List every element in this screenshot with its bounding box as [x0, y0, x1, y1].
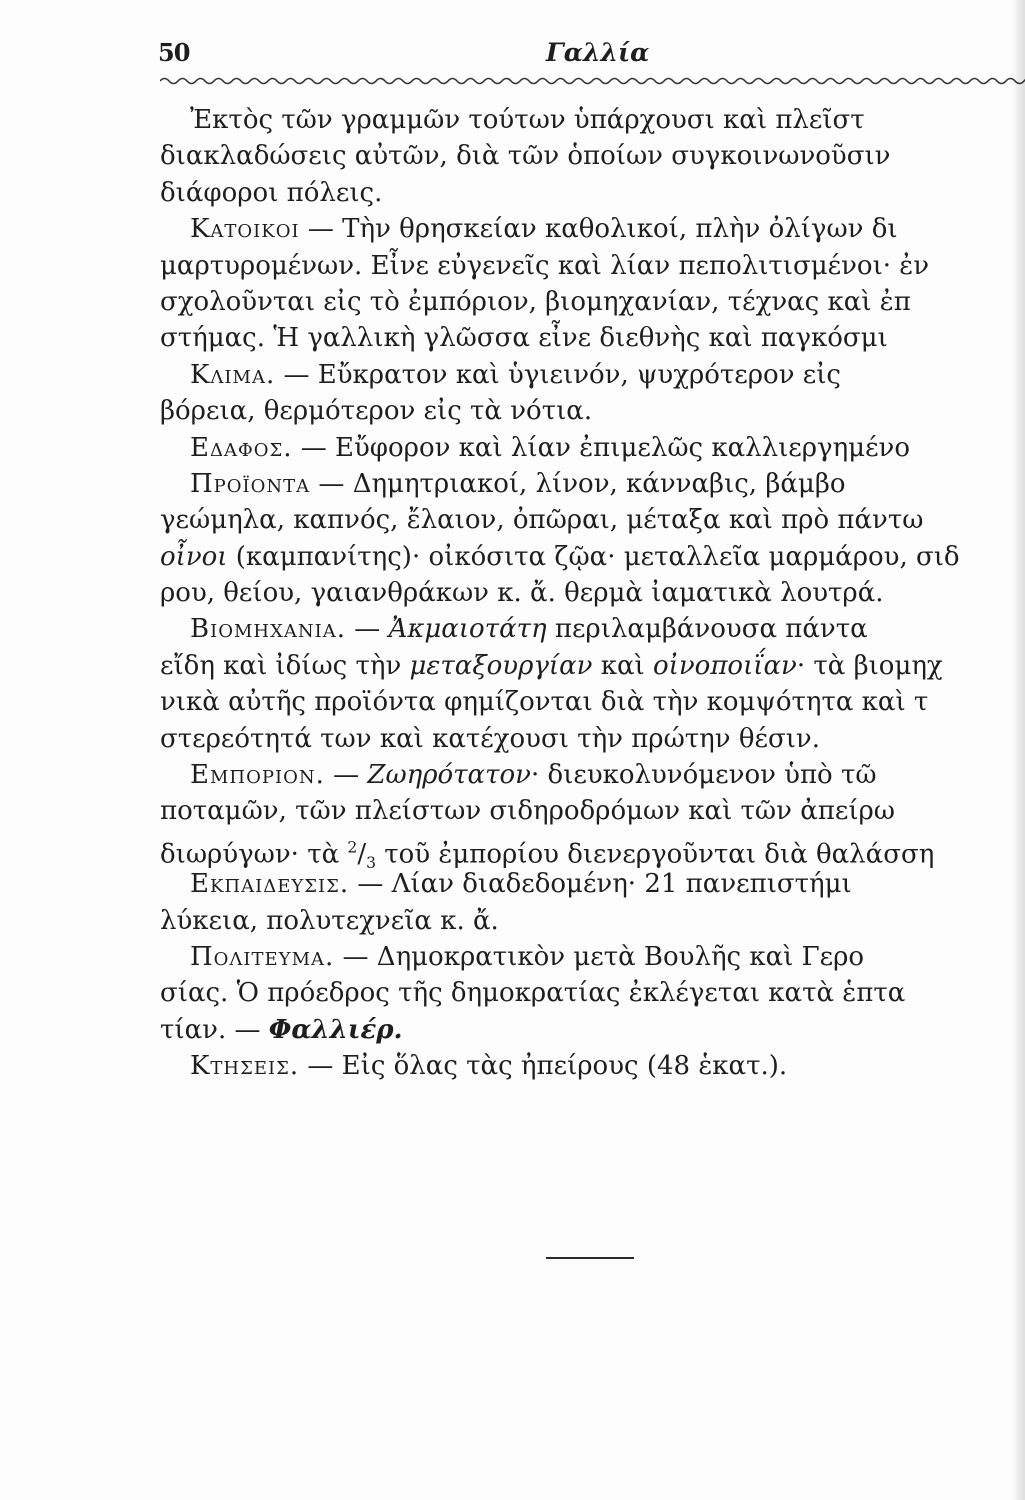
text-line: στερεότητά των καὶ κατέχουσι τὴν πρώτην θέσιν. [160, 723, 820, 754]
text-line: λύκεια, πολυτεχνεῖα κ. ἄ. [160, 905, 499, 936]
text-line: διωρύγων· τὰ $^2/_3$ τοῦ ἐμπορίου διενεργοῦνται διὰ θαλάσση [160, 838, 935, 873]
text-line: διακλαδώσεις αὐτῶν, διὰ τῶν ὁποίων συγκοινωνοῦσιν [160, 141, 891, 172]
section-heading: Εκπαιδευσις. [190, 869, 350, 900]
text-line: ποταμῶν, τῶν πλείστων σιδηροδρόμων καὶ τῶν ἀπείρω [160, 796, 895, 827]
page-number: 50 [158, 38, 190, 67]
text-line: νικὰ αὐτῆς προϊόντα φημίζονται διὰ τὴν κομψότητα καὶ τ [160, 687, 929, 718]
wavy-header-rule [160, 74, 1025, 88]
section-line-ekpaidefsis: Εκπαιδευσις. — Λίαν διαδεδομένη· 21 πανεπιστήμι [190, 869, 852, 900]
section-line-ktiseis: Κτησεις. — Εἰς ὅλας τὰς ἠπείρους (48 ἑκατ.). [190, 1051, 788, 1082]
text-line: γεώμηλα, καπνός, ἔλαιον, ὀπῶραι, μέταξα καὶ πρὸ πάντω [160, 505, 924, 536]
section-line-emporion: Εμποριον. — Ζωηρότατον· διευκολυνόμενον ὑπὸ τῶ [190, 760, 877, 791]
text-line: τίαν. — Φαλλιέρ. [160, 1014, 403, 1045]
section-heading: Προϊοντα [190, 468, 311, 499]
section-heading: Βιομηχανια. [190, 614, 347, 645]
section-heading: Κατοικοι [190, 214, 300, 245]
section-heading: Κλιμα. [190, 359, 276, 390]
section-heading: Πολιτευμα. [190, 941, 335, 972]
text-line: διάφοροι πόλεις. [160, 177, 383, 208]
text-line: εἴδη καὶ ἰδίως τὴν μεταξουργίαν καὶ οἰνοποιΐαν· τὰ βιομηχ [160, 650, 943, 681]
text-line: Ἐκτὸς τῶν γραμμῶν τούτων ὑπάρχουσι καὶ πλεῖστ [190, 105, 865, 135]
running-title: Γαλλία [546, 38, 650, 67]
section-line-klima: Κλιμα. — Εὔκρατον καὶ ὑγιεινόν, ψυχρότερον εἰς [190, 359, 841, 390]
end-rule [546, 1257, 634, 1259]
section-line-katoikoi: Κατοικοι — Τὴν θρησκείαν καθολικοί, πλὴν ὀλίγων δι [190, 214, 898, 245]
section-line-proionta: Προϊοντα — Δημητριακοί, λίνον, κάνναβις, βάμβο [190, 468, 846, 499]
fraction: $^2/_3$ [347, 838, 377, 873]
section-line-edafos: Εδαφος. — Εὔφορον καὶ λίαν ἐπιμελῶς καλλιεργημένο [190, 432, 910, 463]
text-line: στήμας. Ἡ γαλλικὴ γλῶσσα εἶνε διεθνὴς καὶ παγκόσμι [160, 323, 888, 354]
section-heading: Εμποριον. [190, 760, 325, 791]
section-heading: Εδαφος. [190, 432, 293, 463]
text-line: οἶνοι (καμπανίτης)· οἰκόσιτα ζῷα· μεταλλεῖα μαρμάρου, σιδ [160, 541, 960, 572]
text-line: βόρεια, θερμότερον εἰς τὰ νότια. [160, 396, 593, 427]
section-line-politevma: Πολιτευμα. — Δημοκρατικὸν μετὰ Βουλῆς καὶ Γερο [190, 941, 865, 972]
section-line-viomichania: Βιομηχανια. — Ἀκμαιοτάτη περιλαμβάνουσα πάντα [190, 614, 868, 645]
text-line: σίας. Ὁ πρόεδρος τῆς δημοκρατίας ἐκλέγεται κατὰ ἑπτα [160, 978, 906, 1009]
body-text [160, 102, 1025, 1085]
section-heading: Κτησεις. [190, 1051, 300, 1082]
text-line: μαρτυρομένων. Εἶνε εὐγενεῖς καὶ λίαν πεπολιτισμένοι· ἐν [160, 250, 930, 281]
text-line: σχολοῦνται εἰς τὸ ἐμπόριον, βιομηχανίαν, τέχνας καὶ ἐπ [160, 286, 911, 317]
text-line: ρου, θείου, γαιανθράκων κ. ἄ. θερμὰ ἰαματικὰ λουτρά. [160, 578, 884, 609]
